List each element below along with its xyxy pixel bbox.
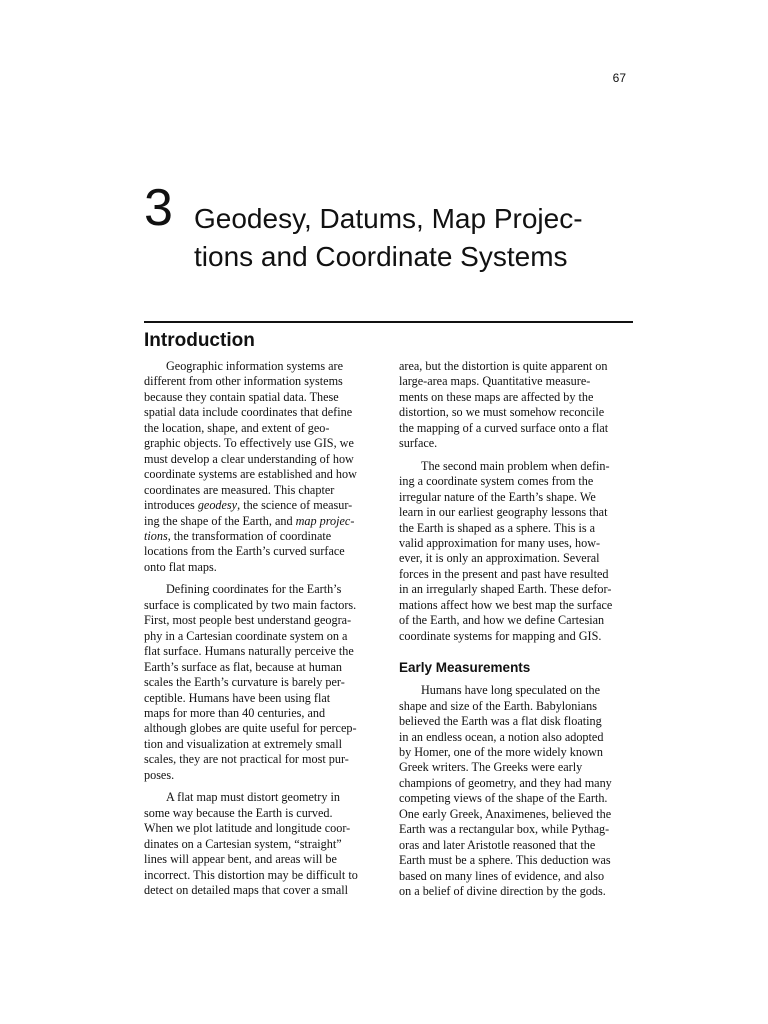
text-run: ing the shape of the Earth, and [144,513,296,528]
text-line: because they contain spatial data. These [144,389,339,404]
left-column [144,359,376,905]
text-line: although globes are quite useful for percep- [144,721,357,736]
text-line: coordinate systems for mapping and GIS. [399,628,602,643]
text-run: introduces [144,498,198,513]
text-line: Earth was a rectangular box, while Pythag- [399,822,610,837]
page-number: 67 [612,71,626,85]
text-line [144,514,376,529]
text-line: must develop a clear understanding of how [144,451,354,466]
chapter-title-line: Geodesy, Datums, Map Projec- [194,203,583,234]
text-line: shape and size of the Earth. Babylonians [399,698,597,713]
text-line: detect on detailed maps that cover a small [144,882,349,897]
chapter-title [194,200,634,276]
text-line: poses. [144,767,175,782]
text-line: surface is complicated by two main factors. [144,597,357,612]
text-line: of the Earth, and how we define Cartesian [399,613,605,628]
text-line: Earth must be a sphere. This deduction was [399,853,611,868]
text-line: When we plot latitude and longitude coor- [144,821,351,836]
text-line: learn in our earliest geography lessons that [399,505,608,520]
paragraph [144,582,376,783]
text-line: different from other information systems [144,374,343,389]
text-line: ing a coordinate system comes from the [399,474,594,489]
text-line: spatial data include coordinates that define [144,405,353,420]
text-line: dinates on a Cartesian system, “straight” [144,836,342,851]
text-line: the location, shape, and extent of geo- [144,420,330,435]
term-geodesy: geodesy [197,498,238,513]
chapter-number: 3 [144,179,173,237]
text-line: coordinates are measured. This chapter [144,482,335,497]
text-line: in an endless ocean, a notion also adopted [399,729,604,744]
text-line: area, but the distortion is quite apparent on [399,359,608,373]
paragraph [144,359,376,575]
text-line: scales, they are not practical for most pur- [144,752,349,767]
text-line: One early Greek, Anaximenes, believed the [399,806,612,821]
text-line: valid approximation for many uses, how- [399,535,601,550]
text-line: the Earth is shaped as a sphere. This is a [399,520,596,535]
text-line: oras and later Aristotle reasoned that the [399,837,596,852]
text-line: surface. [399,436,438,451]
text-line [144,529,376,544]
text-line [144,498,376,513]
term-map-projections: map projec- [295,513,355,528]
text-line: phy in a Cartesian coordinate system on a [144,628,348,643]
text-line: scales the Earth’s curvature is barely per- [144,675,345,690]
text-line: Geographic information systems are [166,359,344,373]
text-line: maps for more than 40 centuries, and [144,705,326,720]
text-line: graphic objects. To effectively use GIS, we [144,436,354,451]
text-line: ments on these maps are affected by the [399,389,594,404]
text-line: irregular nature of the Earth’s shape. We [399,489,596,504]
text-line: some way because the Earth is curved. [144,805,333,820]
text-line: The second main problem when defin- [421,458,610,473]
text-line: Defining coordinates for the Earth’s [166,582,342,597]
text-line: based on many lines of evidence, and also [399,868,605,883]
text-line: ever, it is only an approximation. Several [399,551,600,566]
text-line: believed the Earth was a flat disk floating [399,714,602,729]
text-line: onto flat maps. [144,559,217,574]
text-line: coordinate systems are established and how [144,467,357,482]
text-line: the mapping of a curved surface onto a flat [399,420,609,435]
text-line: large-area maps. Quantitative measure- [399,374,591,389]
text-line: Earth’s surface as flat, because at human [144,659,342,674]
text-line: champions of geometry, and they had many [399,775,612,790]
text-line: Greek writers. The Greeks were early [399,760,583,775]
paragraph [399,359,631,452]
text-line: First, most people best understand geogra- [144,613,352,628]
text-line: on a belief of divine direction by the gods. [399,884,606,899]
text-line: ceptible. Humans have been using flat [144,690,331,705]
text-line: in an irregularly shaped Earth. These defor- [399,582,612,597]
chapter-title-line: tions and Coordinate Systems [194,241,568,272]
section-heading-introduction: Introduction [144,330,255,351]
text-line: distortion, so we must somehow reconcile [399,405,605,420]
paragraph [399,459,631,644]
text-line: competing views of the shape of the Earth. [399,791,608,806]
text-line: flat surface. Humans naturally perceive the [144,644,354,659]
text-line: tion and visualization at extremely small [144,736,342,751]
text-line: incorrect. This distortion may be difficult to [144,867,358,882]
section-rule [144,321,633,323]
text-line: forces in the present and past have resulted [399,566,609,581]
text-line: lines will appear bent, and areas will be [144,852,337,867]
paragraph [144,790,376,898]
text-line: A flat map must distort geometry in [166,790,340,805]
text-line: mations affect how we best map the surface [399,597,613,612]
term-map-projections-cont: tions [144,528,168,543]
subheading-early-measurements: Early Measurements [399,660,531,676]
paragraph [399,683,631,899]
right-column [399,359,631,907]
text-line: by Homer, one of the more widely known [399,744,603,759]
text-run: , the science of measur- [237,498,353,513]
text-line: locations from the Earth’s curved surface [144,544,345,559]
text-line: Humans have long speculated on the [421,683,601,698]
text-run: , the transformation of coordinate [167,528,332,543]
